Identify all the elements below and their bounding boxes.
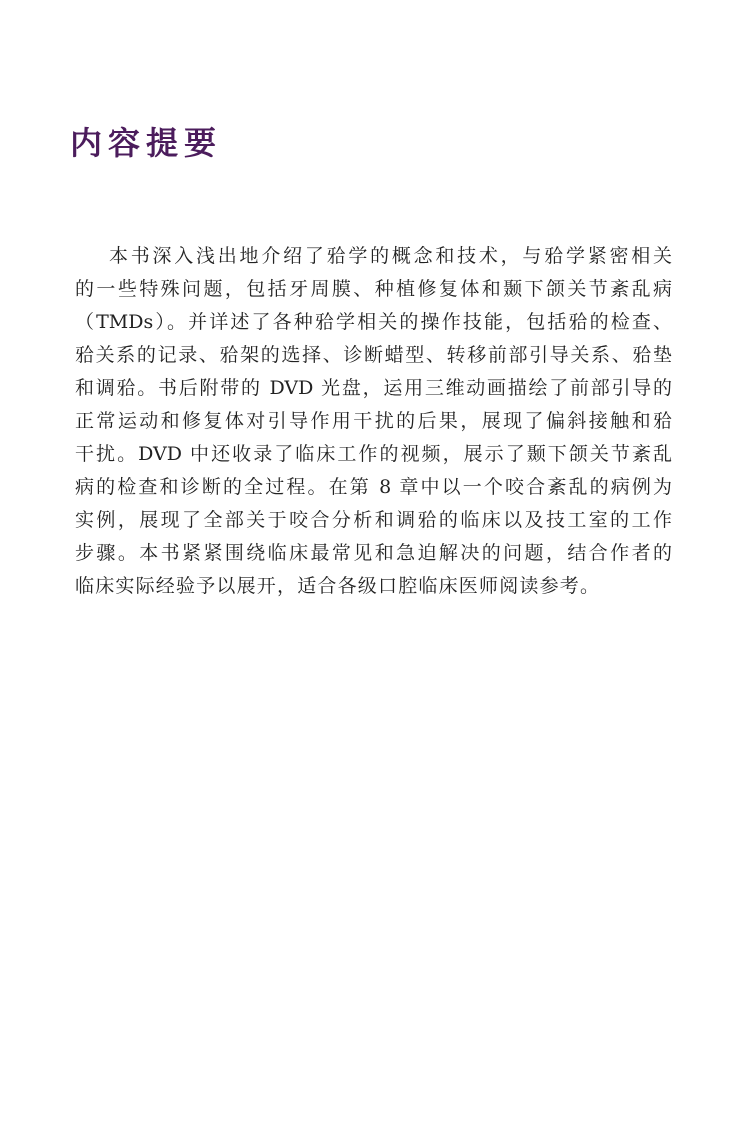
text-line: 的一些特殊问题，包括牙周膜、种植修复体和颞下颌关节紊乱病: [75, 278, 672, 300]
text-line: 干扰。DVD 中还收录了临床工作的视频，展示了颞下颌关节紊乱: [75, 443, 672, 465]
text-line: 病的检查和诊断的全过程。在第 8 章中以一个咬合紊乱的病例为: [75, 476, 672, 498]
text-line: 正常运动和修复体对引导作用干扰的后果，展现了偏斜接触和𬌗: [75, 410, 672, 432]
text-line: 𬌗关系的记录、𬌗架的选择、诊断蜡型、转移前部引导关系、𬌗垫: [75, 344, 672, 366]
text-line: 本书深入浅出地介绍了𬌗学的概念和技术，与𬌗学紧密相关: [109, 245, 672, 267]
page-title: 内容提要: [70, 124, 223, 162]
text-line: （TMDs）。并详述了各种𬌗学相关的操作技能，包括𬌗的检查、: [75, 311, 672, 333]
text-line: 临床实际经验予以展开，适合各级口腔临床医师阅读参考。: [75, 575, 601, 597]
text-line: 实例，展现了全部关于咬合分析和调𬌗的临床以及技工室的工作: [75, 509, 672, 531]
text-line: 和调𬌗。书后附带的 DVD 光盘，运用三维动画描绘了前部引导的: [75, 377, 672, 399]
summary-paragraph: [75, 240, 672, 603]
text-line: 步骤。本书紧紧围绕临床最常见和急迫解决的问题，结合作者的: [75, 542, 672, 564]
